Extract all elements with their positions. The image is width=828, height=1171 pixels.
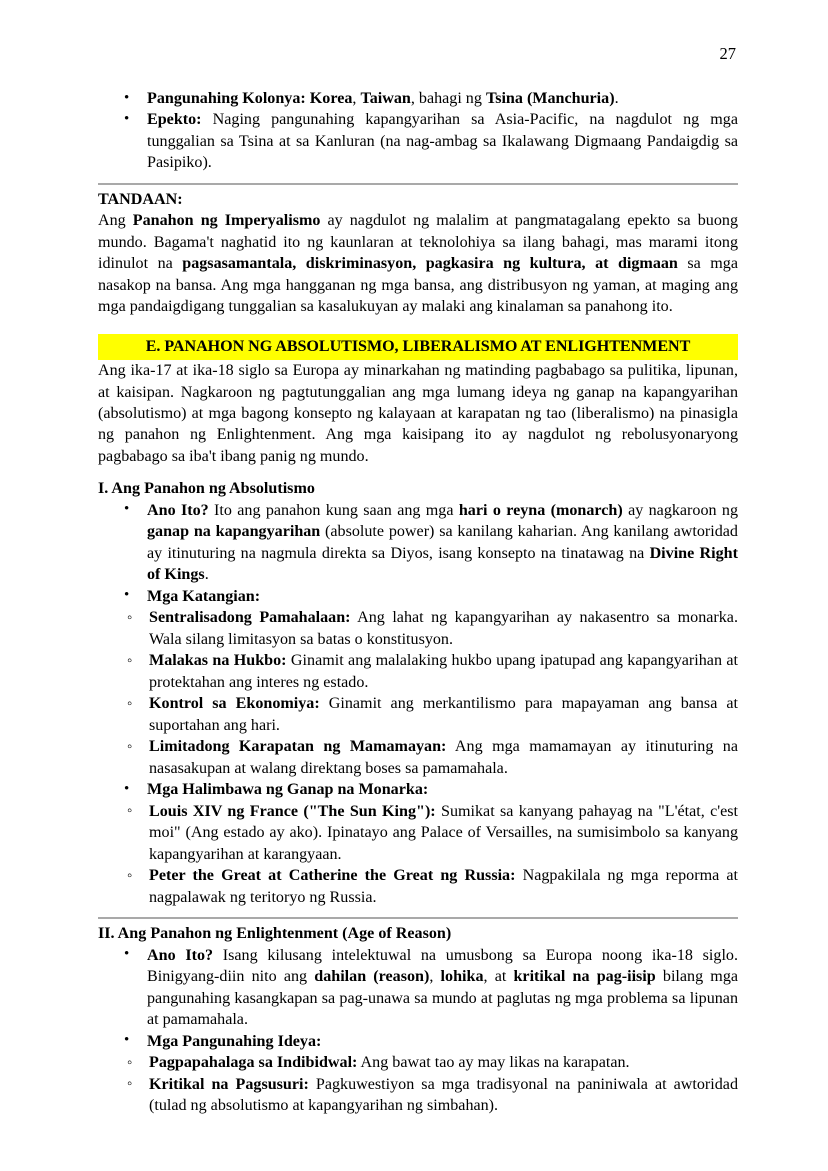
list-item [98,586,738,779]
list-item [98,1031,738,1117]
sub-bullet-text: Louis XIV ng France ("The Sun King"): Sumikat sa kanyang pahayag na "L'état, c'est moi" (Ang estado ay ako). Ipinatayo ang Palace of Versailles, na sumisimbolo sa kanyang kapangyarihan at karangyaan. [149,802,738,863]
sub-list-item [98,607,738,650]
sub-list [98,801,738,908]
section-e-heading-wrap [98,334,738,360]
list-item [98,88,738,109]
section-i-heading: I. Ang Panahon ng Absolutismo [98,480,315,498]
sub-bullet-text: Pagpapahalaga sa Indibidwal: Ang bawat tao ay may likas na karapatan. [149,1054,630,1072]
sub-list-item [98,650,738,693]
sub-bullet-text: Peter the Great at Catherine the Great ng Russia: Nagpakilala ng mga reporma at nagpalawak ng teritoryo ng Russia. [149,867,738,906]
list-item [98,109,738,173]
sub-bullet-text: Limitadong Karapatan ng Mamamayan: Ang mga mamamayan ay itinuturing na nasasakupan at walang direktang boses sa pamamahala. [149,738,738,777]
section-divider [98,183,738,185]
section-e-intro: Ang ika-17 at ika-18 siglo sa Europa ay minarkahan ng matinding pagbabago sa pulitika, lipunan, at kaisipan. Nagkaroon ng pagtutunggalian ang mga lumang ideya ng ganap na kapangyarihan (absolutismo) at mga bagong konsepto ng kalayaan at karapatan ng tao (liberalismo) na pinasigla ng panahon ng Enlightenment. Ang mga kaisipang ito ay nagdulot ng rebolusyonaryong pagbabago sa iba't ibang panig ng mundo. [98,362,738,465]
spacer [98,467,738,478]
section-ii-heading: II. Ang Panahon ng Enlightenment (Age of Reason) [98,925,452,943]
sub-list [98,1052,738,1116]
bullet-text: Mga Halimbawa ng Ganap na Monarka: [147,781,429,799]
bullet-text: Ano Ito? Ito ang panahon kung saan ang mga hari o reyna (monarch) ay nagkaroon ng ganap na kapangyarihan (absolute power) sa kanilang kaharian. Ang kanilang awtoridad ay itinuturing na nagmula direkta sa Diyos, isang konsepto na tinatawag na Divine Right of Kings. [147,501,738,584]
bullet-text-1: Epekto: Naging pangunahing kapangyarihan sa Asia-Pacific, na nagdulot ng mga tunggalian sa Tsina at sa Kanluran (na nag-ambag sa Ikalawang Digmaang Pandaigdig sa Pasipiko). [147,111,738,172]
page-number: 27 [719,44,736,63]
sub-list-item [98,1052,738,1073]
sub-list [98,607,738,779]
sub-bullet-text: Malakas na Hukbo: Ginamit ang malalaking hukbo upang ipatupad ang kapangyarihan at protektahan ang interes ng estado. [149,652,738,691]
sub-bullet-text: Kontrol sa Ekonomiya: Ginamit ang merkantilismo para mapayaman ang bansa at suportahan ang hari. [149,695,738,734]
section-i-bullets [98,500,738,908]
section-e-heading: E. PANAHON NG ABSOLUTISMO, LIBERALISMO AT ENLIGHTENMENT [98,334,738,360]
sub-bullet-text: Sentralisadong Pamahalaan: Ang lahat ng kapangyarihan ay nakasentro sa monarka. Wala silang limitasyon sa batas o konstitusyon. [149,609,738,648]
bullet-text-0: Pangunahing Kolonya: Korea, Taiwan, bahagi ng Tsina (Manchuria). [147,90,619,107]
sub-list-item [98,1074,738,1117]
sub-list-item [98,801,738,865]
section-ii-bullets [98,945,738,1117]
list-item [98,779,738,908]
page-content [98,88,738,1116]
sub-list-item [98,693,738,736]
bullet-text: Mga Katangian: [147,587,261,605]
tandaan-paragraph: Ang Panahon ng Imperyalismo ay nagdulot ng malalim at pangmatagalang epekto sa buong mundo. Bagama't naghatid ito ng kaunlaran at teknolohiya sa ilang bahagi, mas marami itong idinulot na pagsasamantala, diskriminasyon, pagkasira ng kultura, at digmaan sa mga nasakop na bansa. Ang mga hangganan ng mga bansa, ang distribusyon ng yaman, at maging ang mga pandaigdigang tunggalian sa kasalukuyan ay malaki ang kinalaman sa panahong ito. [98,212,738,316]
sub-list-item [98,865,738,908]
bullet-text: Ano Ito? Isang kilusang intelektuwal na umusbong sa Europa noong ika-18 siglo. Binigyang-diin nito ang dahilan (reason), lohika, at kritikal na pag-iisip bilang mga pangunahing kasangkapan sa pag-unawa sa mundo at paglutas ng mga problema sa lipunan at pamamahala. [147,946,739,1029]
section-divider [98,917,738,919]
bullet-text: Mga Pangunahing Ideya: [147,1032,322,1050]
sub-list-item [98,736,738,779]
top-bullet-list [98,88,738,174]
list-item [98,500,738,586]
list-item [98,945,738,1031]
sub-bullet-text: Kritikal na Pagsusuri: Pagkuwestiyon sa mga tradisyonal na paniniwala at awtoridad (tulad ng absolutismo at kapangyarihan ng simbahan). [149,1075,738,1114]
tandaan-title: TANDAAN: [98,190,183,208]
